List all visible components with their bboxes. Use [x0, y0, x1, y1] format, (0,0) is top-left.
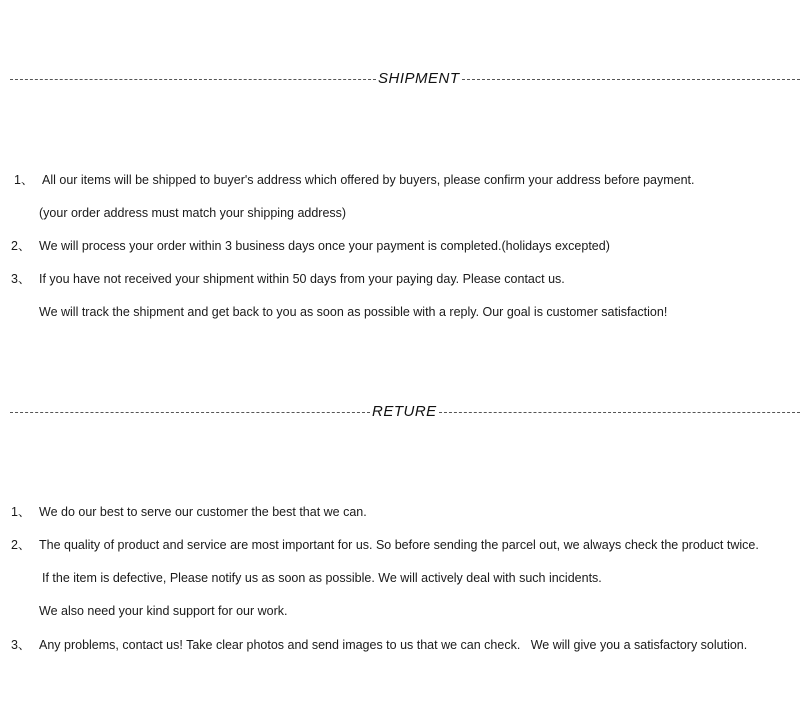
shipment-item-3-number: 3、	[11, 272, 31, 286]
shipment-item-2-number: 2、	[11, 239, 31, 253]
return-item-2-text: The quality of product and service are most important for us. So before sending the parcel out, we always check the product twice.	[39, 538, 759, 552]
shipment-item-3-note: We will track the shipment and get back to you as soon as possible with a reply. Our goal is customer satisfaction!	[39, 305, 668, 319]
shipment-item-1-note: (your order address must match your shipping address)	[39, 206, 347, 220]
return-item-3-number: 3、	[11, 638, 31, 652]
return-item-2-note-1: If the item is defective, Please notify us as soon as possible. We will actively deal with such incidents.	[42, 571, 602, 585]
return-item-2-note-2: We also need your kind support for our work.	[39, 604, 288, 618]
return-heading: RETURE	[372, 403, 437, 420]
return-item-2-number: 2、	[11, 538, 31, 552]
shipment-item-1-number: 1、	[14, 173, 34, 187]
divider-line-right	[462, 79, 800, 80]
divider-line-left	[10, 79, 376, 80]
return-item-3-text: Any problems, contact us! Take clear photos and send images to us that we can check. We will give you a satisfactory solution.	[39, 638, 748, 652]
shipment-item-3-text: If you have not received your shipment within 50 days from your paying day. Please contact us.	[39, 272, 565, 286]
shipment-item-1-text: All our items will be shipped to buyer's address which offered by buyers, please confirm your address before payment.	[42, 173, 695, 187]
return-item-1-number: 1、	[11, 505, 31, 519]
return-item-1-text: We do our best to serve our customer the best that we can.	[39, 505, 367, 519]
divider-line-left	[10, 412, 370, 413]
shipment-heading: SHIPMENT	[378, 70, 460, 87]
shipment-item-2-text: We will process your order within 3 business days once your payment is completed.(holidays excepted)	[39, 239, 610, 253]
return-divider	[10, 402, 800, 422]
shipment-divider	[10, 69, 800, 89]
divider-line-right	[439, 412, 800, 413]
